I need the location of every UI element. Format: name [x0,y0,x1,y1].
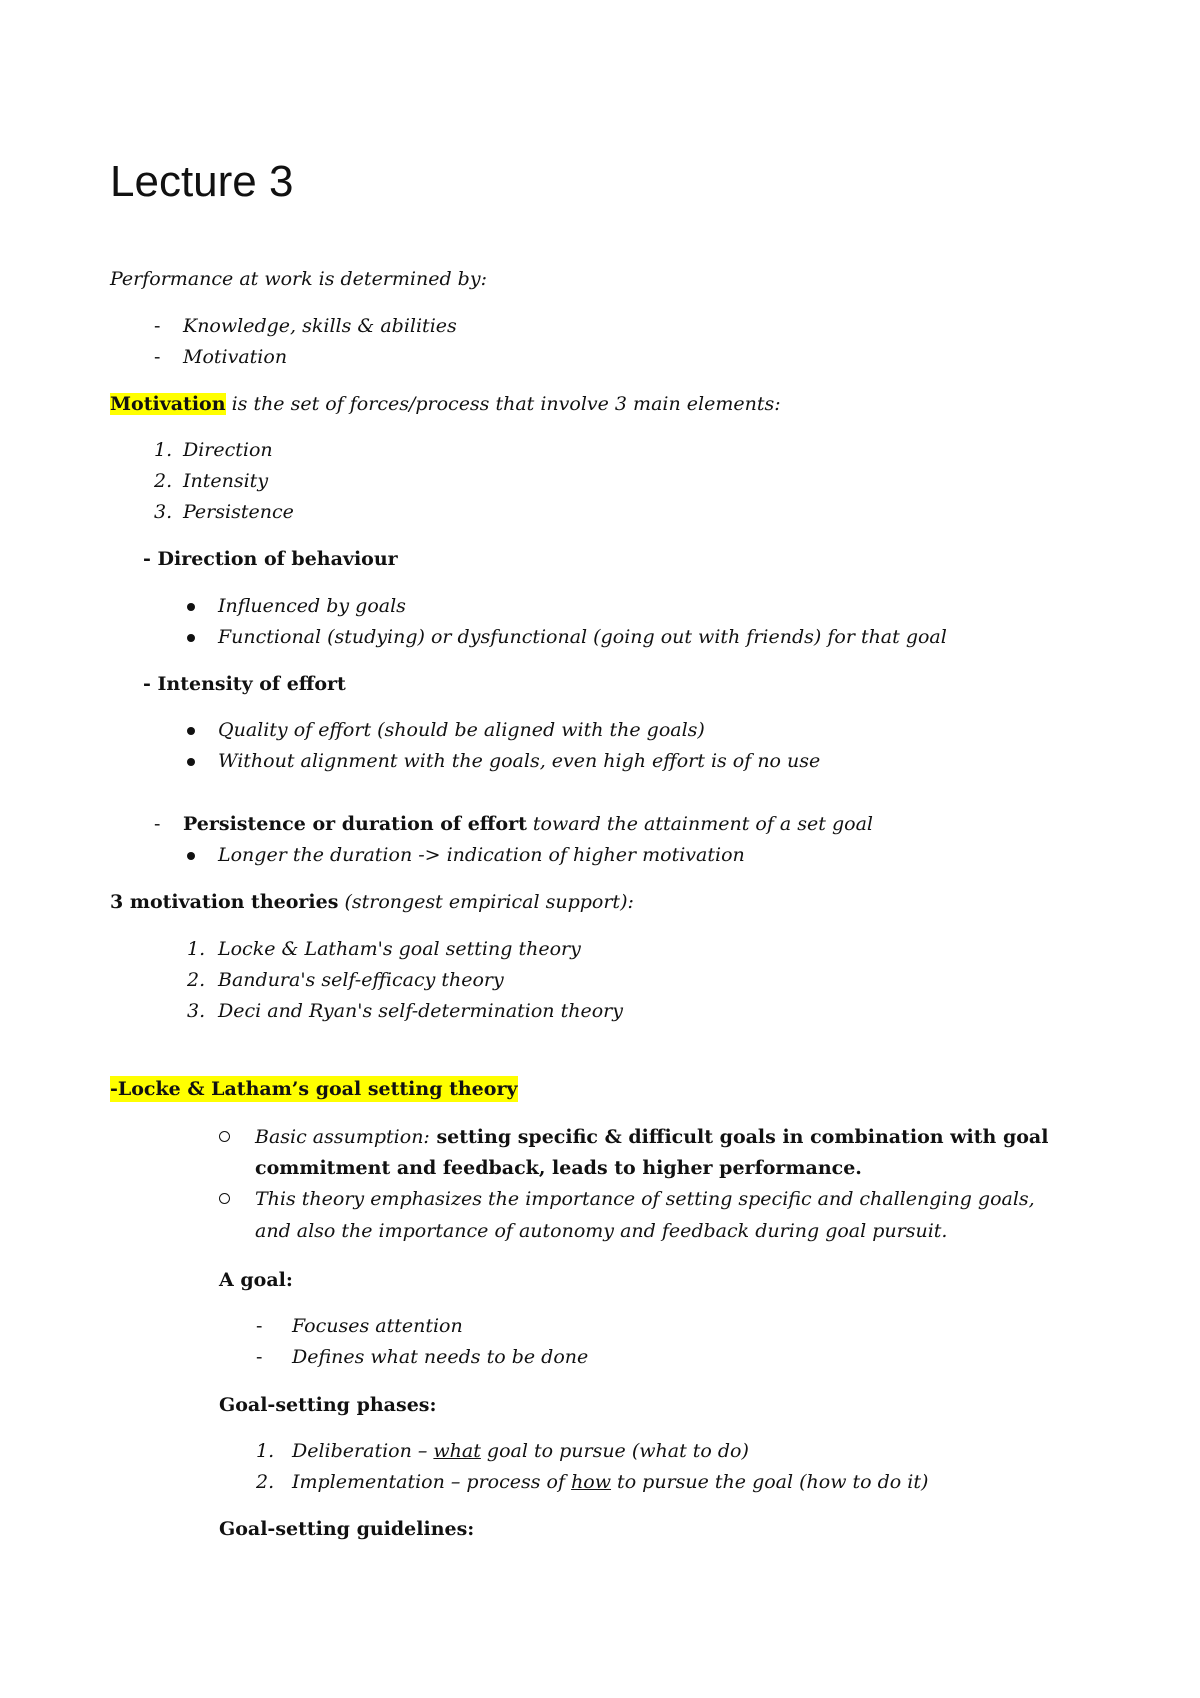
list-item: Functional (studying) or dysfunctional (going out with friends) for that goal [218,626,947,648]
bullet-icon [187,852,195,860]
list-item: Deci and Ryan's self-determination theory [218,1000,623,1022]
list-marker: - [256,1315,263,1337]
theories-bold: 3 motivation theories [110,891,339,913]
theories-intro [110,889,634,915]
list-number: 1. [187,938,206,960]
list-item: Locke & Latham's goal setting theory [218,938,581,960]
persistence-line [183,811,873,837]
list-item: Intensity [183,470,269,492]
section-heading: - Direction of behaviour [143,548,398,570]
phase-text: goal to pursue (what to do) [480,1440,749,1462]
list-number: 2. [187,969,206,991]
bullet-icon [187,727,195,735]
circle-bullet-icon [219,1193,230,1204]
list-number: 1. [256,1440,275,1462]
list-item: Knowledge, skills & abilities [183,315,457,337]
bullet-icon [187,634,195,642]
phase-text: Deliberation – [292,1440,434,1462]
list-item: Persistence [183,501,294,523]
motivation-definition [110,391,781,417]
phase-underlined: how [571,1471,612,1493]
bullet-icon [187,603,195,611]
list-marker: - [154,813,161,835]
list-number: 2. [154,470,173,492]
circle-bullet-icon [219,1131,230,1142]
phase-underlined: what [433,1440,481,1462]
list-item: Longer the duration -> indication of higher motivation [218,844,745,866]
list-number: 2. [256,1471,275,1493]
subsection-heading: Goal-setting guidelines: [219,1518,475,1540]
list-number: 1. [154,439,173,461]
theories-rest: (strongest empirical support): [338,891,634,913]
assumption-line-1 [255,1124,1048,1150]
phase-text: to pursue the goal (how to do it) [611,1471,929,1493]
list-item: Defines what needs to be done [292,1346,589,1368]
page-title: Lecture 3 [110,157,294,206]
list-marker: - [154,315,161,337]
list-marker: - [256,1346,263,1368]
subsection-heading: A goal: [219,1269,293,1291]
list-item: Influenced by goals [218,595,406,617]
section-heading: - Intensity of effort [143,673,346,695]
list-item: Bandura's self-efficacy theory [218,969,504,991]
list-item: Without alignment with the goals, even high effort is of no use [218,750,821,772]
persistence-rest: toward the attainment of a set goal [526,813,873,835]
emphasis-line-2: and also the importance of autonomy and feedback during goal pursuit. [255,1220,948,1242]
subsection-heading: Goal-setting phases: [219,1394,437,1416]
bullet-icon [187,758,195,766]
phase-text: Implementation – process of [292,1471,572,1493]
list-item: Direction [183,439,273,461]
persistence-bold: Persistence or duration of effort [183,813,527,835]
list-marker: - [154,346,161,368]
motivation-term: Motivation [110,393,226,415]
assumption-text: setting specific & difficult goals in combination with goal [429,1126,1049,1148]
assumption-line-2: commitment and feedback, leads to higher performance. [255,1157,862,1179]
list-number: 3. [187,1000,206,1022]
list-item [292,1469,928,1495]
list-item: Quality of effort (should be aligned with the goals) [218,719,705,741]
list-item: Motivation [183,346,288,368]
section-heading: -Locke & Latham’s goal setting theory [110,1078,518,1100]
list-item [292,1438,749,1464]
assumption-label: Basic assumption: [255,1126,430,1148]
intro-lead: Performance at work is determined by: [110,268,487,290]
emphasis-line-1: This theory emphasizes the importance of setting specific and challenging goals, [255,1188,1035,1210]
motivation-definition-text: is the set of forces/process that involve 3 main elements: [225,393,781,415]
list-item: Focuses attention [292,1315,463,1337]
list-number: 3. [154,501,173,523]
